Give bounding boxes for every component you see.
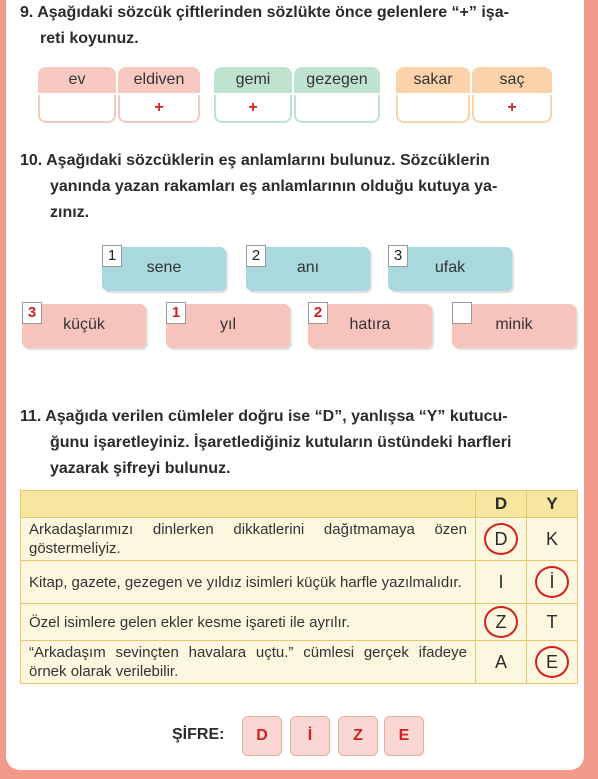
d-choice[interactable]: I [476, 561, 527, 604]
card-word: ufak [434, 259, 466, 276]
card-answer-box[interactable]: 1 [166, 302, 186, 324]
pair-mark-box-a[interactable] [396, 95, 470, 123]
question-9-number: 9. [20, 4, 34, 21]
question-10-text-line1: Aşağıdaki sözcüklerin eş anlamlarını bulunuz. Sözcüklerin [46, 152, 490, 169]
card-word: minik [495, 316, 533, 333]
question-11-text-line2: ğunu işaretleyiniz. İşaretlediğiniz kutuların üstündeki harfleri [50, 434, 512, 451]
password-letter-box[interactable]: E [384, 716, 424, 756]
card-word: yıl [220, 316, 236, 333]
card-word: sene [146, 259, 182, 276]
statement-text: Arkadaşlarımızı dinlerken dikkatlerini dağıtmamaya özen göstermeliyiz. [21, 518, 476, 561]
question-11-text-line1: Aşağıda verilen cümleler doğru ise “D”, yanlışsa “Y” kutucu- [45, 408, 508, 425]
question-10-text-line3: zınız. [50, 204, 90, 221]
question-9 [20, 0, 509, 52]
synonym-card-ani [246, 247, 370, 291]
password-letter-box[interactable]: İ [290, 716, 330, 756]
pair-mark-box-a[interactable] [38, 95, 116, 123]
question-11-number: 11. [20, 408, 42, 425]
column-d-header: D [476, 491, 527, 518]
card-word: küçük [63, 316, 105, 333]
d-choice[interactable]: A [476, 641, 527, 684]
true-false-table [20, 490, 578, 684]
card-number: 3 [388, 245, 408, 267]
word-pair-3 [396, 67, 552, 123]
pair-word-b: gezegen [294, 67, 380, 93]
question-9-text-line1: Aşağıdaki sözcük çiftlerinden sözlükte önce gelenlere “+” işa- [37, 4, 509, 21]
question-11 [20, 404, 511, 482]
table-row [21, 561, 578, 604]
answer-circle: Z [484, 606, 518, 638]
question-11-text-line3: yazarak şifreyi bulunuz. [50, 460, 231, 477]
card-word: hatıra [349, 316, 391, 333]
question-9-text-line2: reti koyunuz. [40, 30, 139, 47]
statement-text: Özel isimlere gelen ekler kesme işareti ile ayrılır. [21, 604, 476, 641]
pair-word-a: ev [38, 67, 116, 93]
question-10 [20, 148, 497, 226]
pair-word-b: eldiven [118, 67, 200, 93]
synonym-card-sene [102, 247, 226, 291]
card-number: 2 [246, 245, 266, 267]
answer-card-yil [166, 304, 290, 348]
pair-word-b: saç [472, 67, 552, 93]
pair-word-a: sakar [396, 67, 470, 93]
password-label: ŞİFRE: [172, 726, 225, 743]
word-pair-2 [214, 67, 380, 123]
answer-card-kucuk [22, 304, 146, 348]
answer-card-hatira [308, 304, 432, 348]
table-row [21, 604, 578, 641]
d-choice[interactable] [476, 518, 527, 561]
statement-text: Kitap, gazete, gezegen ve yıldız isimleri küçük harfle yazılmalıdır. [21, 561, 476, 604]
statement-text: “Arkadaşım sevinçten havalara uçtu.” cümlesi gerçek ifadeye örnek olarak verilebilir. [21, 641, 476, 684]
word-pair-1 [38, 67, 200, 123]
card-answer-box[interactable]: 3 [22, 302, 42, 324]
table-row [21, 641, 578, 684]
y-choice[interactable] [527, 641, 578, 684]
synonym-card-ufak [388, 247, 512, 291]
password-letter-box[interactable]: D [242, 716, 282, 756]
question-10-number: 10. [20, 152, 43, 169]
d-choice[interactable] [476, 604, 527, 641]
question-10-text-line2: yanında yazan rakamları eş anlamlarının olduğu kutuya ya- [50, 178, 498, 195]
answer-circle: E [535, 646, 569, 678]
pair-mark-box-b[interactable]: + [472, 95, 552, 123]
table-row [21, 518, 578, 561]
table-header-row [21, 491, 578, 518]
answer-circle: D [484, 523, 518, 555]
card-answer-box[interactable]: 2 [308, 302, 328, 324]
pair-mark-box-a[interactable]: + [214, 95, 292, 123]
pair-mark-box-b[interactable]: + [118, 95, 200, 123]
worksheet-page [6, 0, 584, 770]
card-word: anı [296, 259, 320, 276]
y-choice[interactable]: K [527, 518, 578, 561]
answer-circle: İ [535, 566, 569, 598]
pair-word-a: gemi [214, 67, 292, 93]
password-letter-box[interactable]: Z [338, 716, 378, 756]
pair-mark-box-b[interactable] [294, 95, 380, 123]
y-choice[interactable]: T [527, 604, 578, 641]
y-choice[interactable] [527, 561, 578, 604]
answer-card-minik [452, 304, 576, 348]
column-y-header: Y [527, 491, 578, 518]
card-number: 1 [102, 245, 122, 267]
